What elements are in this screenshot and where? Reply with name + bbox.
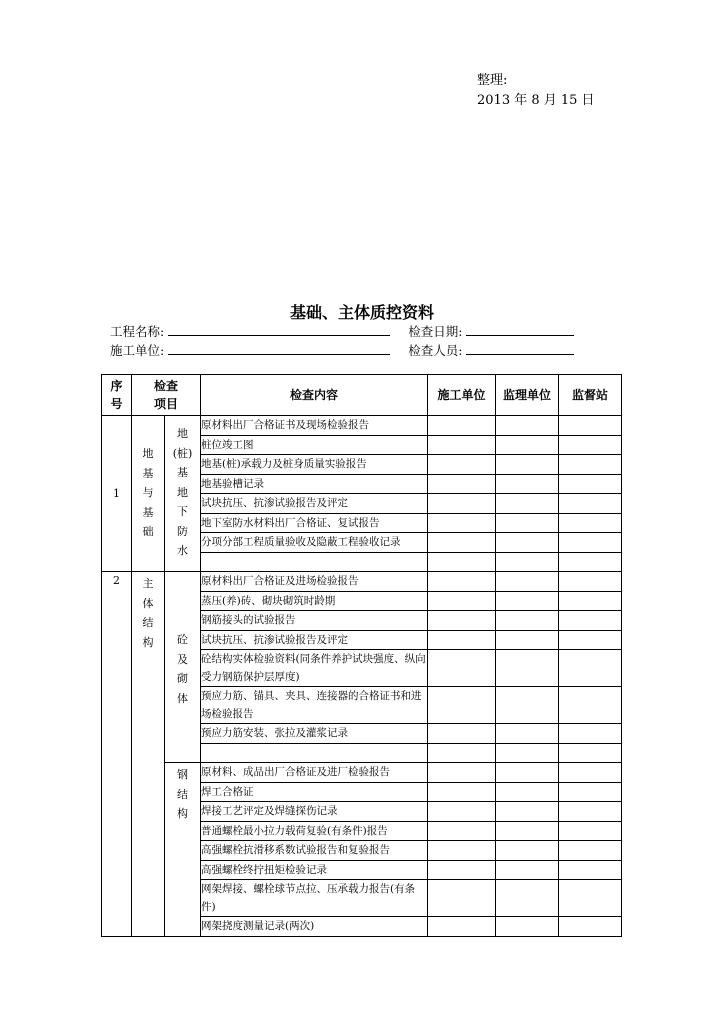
builder-check-cell[interactable]	[428, 611, 496, 631]
header-block	[477, 71, 595, 111]
row-content: 高强螺栓抗滑移系数试验报告和复验报告	[201, 841, 428, 861]
section2-sub-steel: 钢 结 构	[165, 763, 201, 937]
builder-label: 施工单位:	[110, 343, 165, 358]
supervisor-check-cell[interactable]	[496, 552, 559, 572]
station-check-cell[interactable]	[559, 860, 622, 880]
row-content: 分项分部工程质量验收及隐蔽工程验收记录	[201, 533, 428, 553]
document-title: 基础、主体质控资料	[289, 303, 434, 322]
supervisor-check-cell[interactable]	[496, 802, 559, 822]
station-check-cell[interactable]	[559, 591, 622, 611]
supervisor-check-cell[interactable]	[496, 435, 559, 455]
station-check-cell[interactable]	[559, 552, 622, 572]
supervisor-check-cell[interactable]	[496, 650, 559, 687]
table-row	[102, 572, 622, 592]
row-content: 地基(桩)承载力及桩身质量实验报告	[201, 455, 428, 475]
row-content: 地下室防水材料出厂合格证、复试报告	[201, 513, 428, 533]
builder-check-cell[interactable]	[428, 416, 496, 436]
builder-check-cell[interactable]	[428, 455, 496, 475]
supervisor-check-cell[interactable]	[496, 513, 559, 533]
builder-check-cell[interactable]	[428, 552, 496, 572]
station-check-cell[interactable]	[559, 917, 622, 937]
station-check-cell[interactable]	[559, 533, 622, 553]
supervisor-check-cell[interactable]	[496, 611, 559, 631]
header-supervisor: 监理单位	[496, 375, 559, 416]
builder-check-cell[interactable]	[428, 860, 496, 880]
builder-check-cell[interactable]	[428, 841, 496, 861]
builder-check-cell[interactable]	[428, 724, 496, 744]
station-check-cell[interactable]	[559, 416, 622, 436]
builder-check-cell[interactable]	[428, 591, 496, 611]
builder-check-cell[interactable]	[428, 494, 496, 514]
row-content: 预应力筋、锚具、夹具、连接器的合格证书和进场检验报告	[201, 687, 428, 724]
row-content-empty[interactable]	[201, 743, 428, 763]
supervisor-check-cell[interactable]	[496, 821, 559, 841]
builder-check-cell[interactable]	[428, 650, 496, 687]
supervisor-check-cell[interactable]	[496, 494, 559, 514]
station-check-cell[interactable]	[559, 802, 622, 822]
row-content: 地基验槽记录	[201, 474, 428, 494]
supervisor-check-cell[interactable]	[496, 841, 559, 861]
section2-sub-concrete: 砼 及 砌 体	[165, 572, 201, 763]
row-content: 砼结构实体检验资料(同条件养护试块强度、纵向受力钢筋保护层厚度)	[201, 650, 428, 687]
supervisor-check-cell[interactable]	[496, 743, 559, 763]
builder-check-cell[interactable]	[428, 513, 496, 533]
row-content: 钢筋接头的试验报告	[201, 611, 428, 631]
station-check-cell[interactable]	[559, 630, 622, 650]
station-check-cell[interactable]	[559, 687, 622, 724]
station-check-cell[interactable]	[559, 494, 622, 514]
builder-check-cell[interactable]	[428, 435, 496, 455]
header-no: 序 号	[102, 375, 132, 416]
station-check-cell[interactable]	[559, 611, 622, 631]
supervisor-check-cell[interactable]	[496, 474, 559, 494]
row-content: 桩位竣工图	[201, 435, 428, 455]
info-row-2	[110, 341, 574, 359]
station-check-cell[interactable]	[559, 474, 622, 494]
supervisor-check-cell[interactable]	[496, 917, 559, 937]
check-date-label: 检查日期:	[408, 324, 463, 339]
supervisor-check-cell[interactable]	[496, 782, 559, 802]
header-builder: 施工单位	[428, 375, 496, 416]
compile-date: 2013 年 8 月 15 日	[477, 93, 595, 108]
builder-check-cell[interactable]	[428, 880, 496, 917]
builder-check-cell[interactable]	[428, 802, 496, 822]
supervisor-check-cell[interactable]	[496, 763, 559, 783]
supervisor-check-cell[interactable]	[496, 572, 559, 592]
builder-check-cell[interactable]	[428, 630, 496, 650]
section2-no: 2	[102, 572, 132, 937]
row-content: 网架挠度测量记录(两次)	[201, 917, 428, 937]
project-name-label: 工程名称:	[110, 324, 165, 339]
builder-check-cell[interactable]	[428, 474, 496, 494]
builder-check-cell[interactable]	[428, 687, 496, 724]
supervisor-check-cell[interactable]	[496, 416, 559, 436]
supervisor-check-cell[interactable]	[496, 724, 559, 744]
supervisor-check-cell[interactable]	[496, 455, 559, 475]
station-check-cell[interactable]	[559, 650, 622, 687]
row-content: 原材料出厂合格证及进场检验报告	[201, 572, 428, 592]
station-check-cell[interactable]	[559, 782, 622, 802]
station-check-cell[interactable]	[559, 572, 622, 592]
builder-field[interactable]	[168, 342, 390, 355]
compiler-label: 整理:	[477, 73, 508, 88]
row-content: 预应力筋安装、张拉及灌浆记录	[201, 724, 428, 744]
row-content: 网架焊接、螺栓球节点拉、压承载力报告(有条件)	[201, 880, 428, 917]
supervisor-check-cell[interactable]	[496, 533, 559, 553]
supervisor-check-cell[interactable]	[496, 880, 559, 917]
check-date-field[interactable]	[466, 323, 574, 336]
builder-check-cell[interactable]	[428, 821, 496, 841]
station-check-cell[interactable]	[559, 763, 622, 783]
row-content: 试块抗压、抗渗试验报告及评定	[201, 630, 428, 650]
row-content: 蒸压(养)砖、砌块砌筑时龄期	[201, 591, 428, 611]
row-content: 焊工合格证	[201, 782, 428, 802]
table-header-row	[102, 375, 622, 416]
builder-check-cell[interactable]	[428, 572, 496, 592]
station-check-cell[interactable]	[559, 880, 622, 917]
supervisor-check-cell[interactable]	[496, 591, 559, 611]
row-content: 高强螺栓终拧扭矩检验记录	[201, 860, 428, 880]
builder-check-cell[interactable]	[428, 917, 496, 937]
info-row-1	[110, 322, 574, 340]
row-content: 焊接工艺评定及焊缝探伤记录	[201, 802, 428, 822]
builder-check-cell[interactable]	[428, 763, 496, 783]
quality-control-table	[101, 374, 622, 937]
project-name-field[interactable]	[168, 323, 390, 336]
table-row	[102, 416, 622, 436]
supervisor-check-cell[interactable]	[496, 687, 559, 724]
row-content: 普通螺栓最小拉力载荷复验(有条件)报告	[201, 821, 428, 841]
row-content: 原材料出厂合格证书及现场检验报告	[201, 416, 428, 436]
builder-check-cell[interactable]	[428, 743, 496, 763]
row-content-empty[interactable]	[201, 552, 428, 572]
station-check-cell[interactable]	[559, 513, 622, 533]
station-check-cell[interactable]	[559, 821, 622, 841]
section1-no: 1	[102, 416, 132, 572]
builder-check-cell[interactable]	[428, 533, 496, 553]
station-check-cell[interactable]	[559, 743, 622, 763]
header-station: 监督站	[559, 375, 622, 416]
inspector-field[interactable]	[466, 342, 574, 355]
station-check-cell[interactable]	[559, 841, 622, 861]
row-content: 原材料、成品出厂合格证及进厂检验报告	[201, 763, 428, 783]
section1-category: 地 基 与 基 础	[132, 416, 165, 572]
section1-subcategory: 地 (桩) 基 地 下 防 水	[165, 416, 201, 572]
supervisor-check-cell[interactable]	[496, 630, 559, 650]
header-content: 检查内容	[201, 375, 428, 416]
station-check-cell[interactable]	[559, 724, 622, 744]
table-row	[102, 763, 622, 783]
station-check-cell[interactable]	[559, 435, 622, 455]
header-item: 检查 项目	[132, 375, 201, 416]
row-content: 试块抗压、抗渗试验报告及评定	[201, 494, 428, 514]
section2-category: 主 体 结 构	[132, 572, 165, 937]
supervisor-check-cell[interactable]	[496, 860, 559, 880]
inspector-label: 检查人员:	[408, 343, 463, 358]
builder-check-cell[interactable]	[428, 782, 496, 802]
station-check-cell[interactable]	[559, 455, 622, 475]
